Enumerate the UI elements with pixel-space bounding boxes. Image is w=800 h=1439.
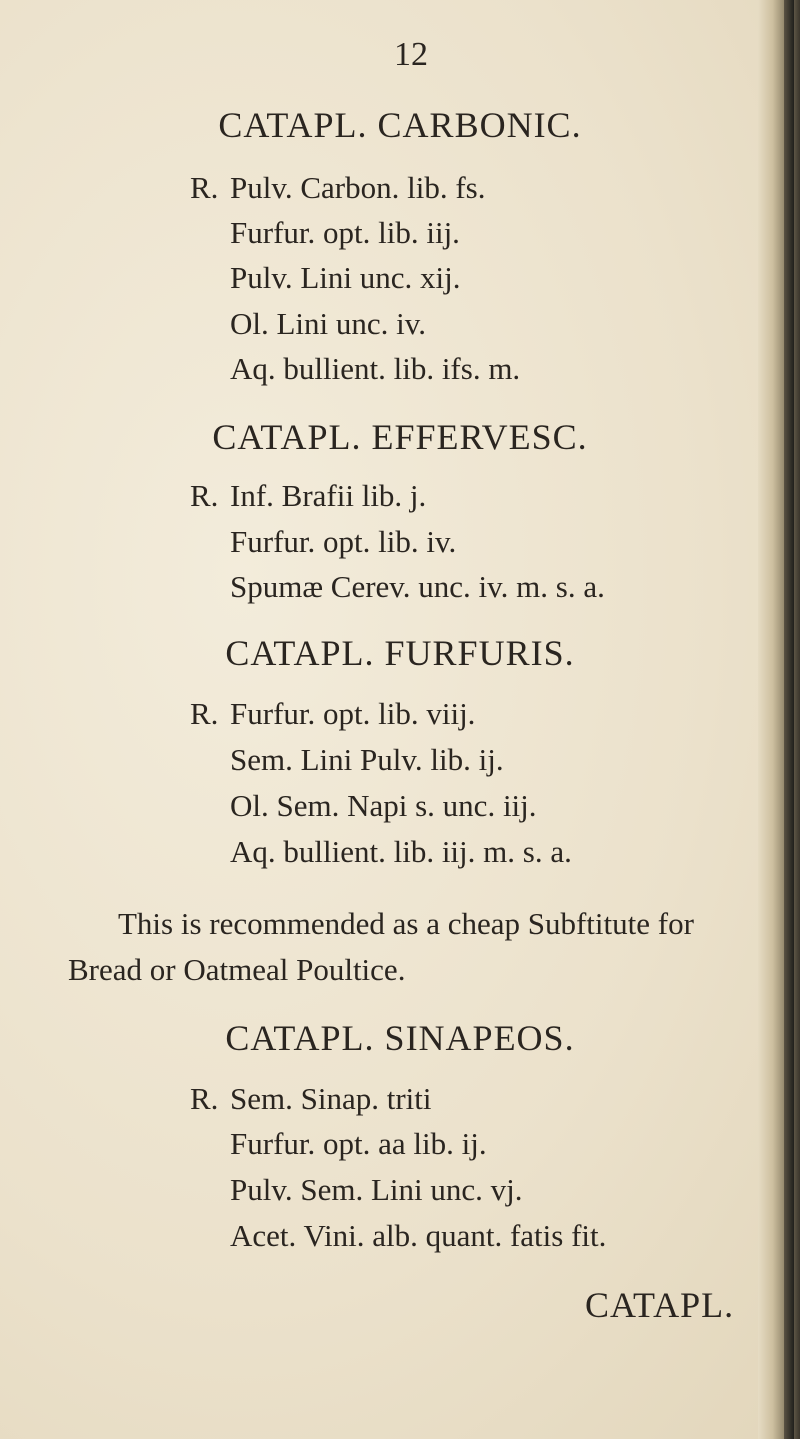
ingredient-line: Inf. Brafii lib. j. xyxy=(230,478,427,513)
prescription-marker: R. xyxy=(190,696,219,731)
heading-carbonic: CATAPL. CARBONIC. xyxy=(218,105,582,145)
ingredient-line: Furfur. opt. lib. iij. xyxy=(230,215,460,250)
ingredient-line: Ol. Lini unc. iv. xyxy=(230,306,427,341)
ingredient-line: Spumæ Cerev. unc. iv. m. s. a. xyxy=(230,569,605,604)
ingredient-line: Sem. Lini Pulv. lib. ij. xyxy=(230,742,504,777)
heading-effervesc: CATAPL. EFFERVESC. xyxy=(212,417,588,457)
ingredient-line: Furfur. opt. aa lib. ij. xyxy=(230,1126,487,1161)
prescription-marker: R. xyxy=(190,170,219,205)
ingredient-line: Pulv. Sem. Lini unc. vj. xyxy=(230,1172,523,1207)
ingredient-line: Aq. bullient. lib. iij. m. s. a. xyxy=(230,834,572,869)
ingredient-line: Furfur. opt. lib. viij. xyxy=(230,696,476,731)
heading-sinapeos: CATAPL. SINAPEOS. xyxy=(225,1018,575,1058)
page-number: 12 xyxy=(394,36,428,73)
ingredient-line: Sem. Sinap. triti xyxy=(230,1081,432,1116)
note-line-1: This is recommended as a cheap Subftitute for xyxy=(118,906,694,941)
ingredient-line: Furfur. opt. lib. iv. xyxy=(230,524,457,559)
prescription-marker: R. xyxy=(190,1081,219,1116)
binding-edge xyxy=(784,0,794,1439)
catchword: CATAPL. xyxy=(585,1285,735,1325)
ingredient-line: Acet. Vini. alb. quant. fatis fit. xyxy=(230,1218,607,1253)
ingredient-line: Pulv. Lini unc. xij. xyxy=(230,260,461,295)
ingredient-line: Pulv. Carbon. lib. fs. xyxy=(230,170,486,205)
ingredient-line: Aq. bullient. lib. ifs. m. xyxy=(230,351,521,386)
note-line-2: Bread or Oatmeal Poultice. xyxy=(68,952,406,987)
prescription-marker: R. xyxy=(190,478,219,513)
ingredient-line: Ol. Sem. Napi s. unc. iij. xyxy=(230,788,537,823)
heading-furfuris: CATAPL. FURFURIS. xyxy=(225,633,575,673)
